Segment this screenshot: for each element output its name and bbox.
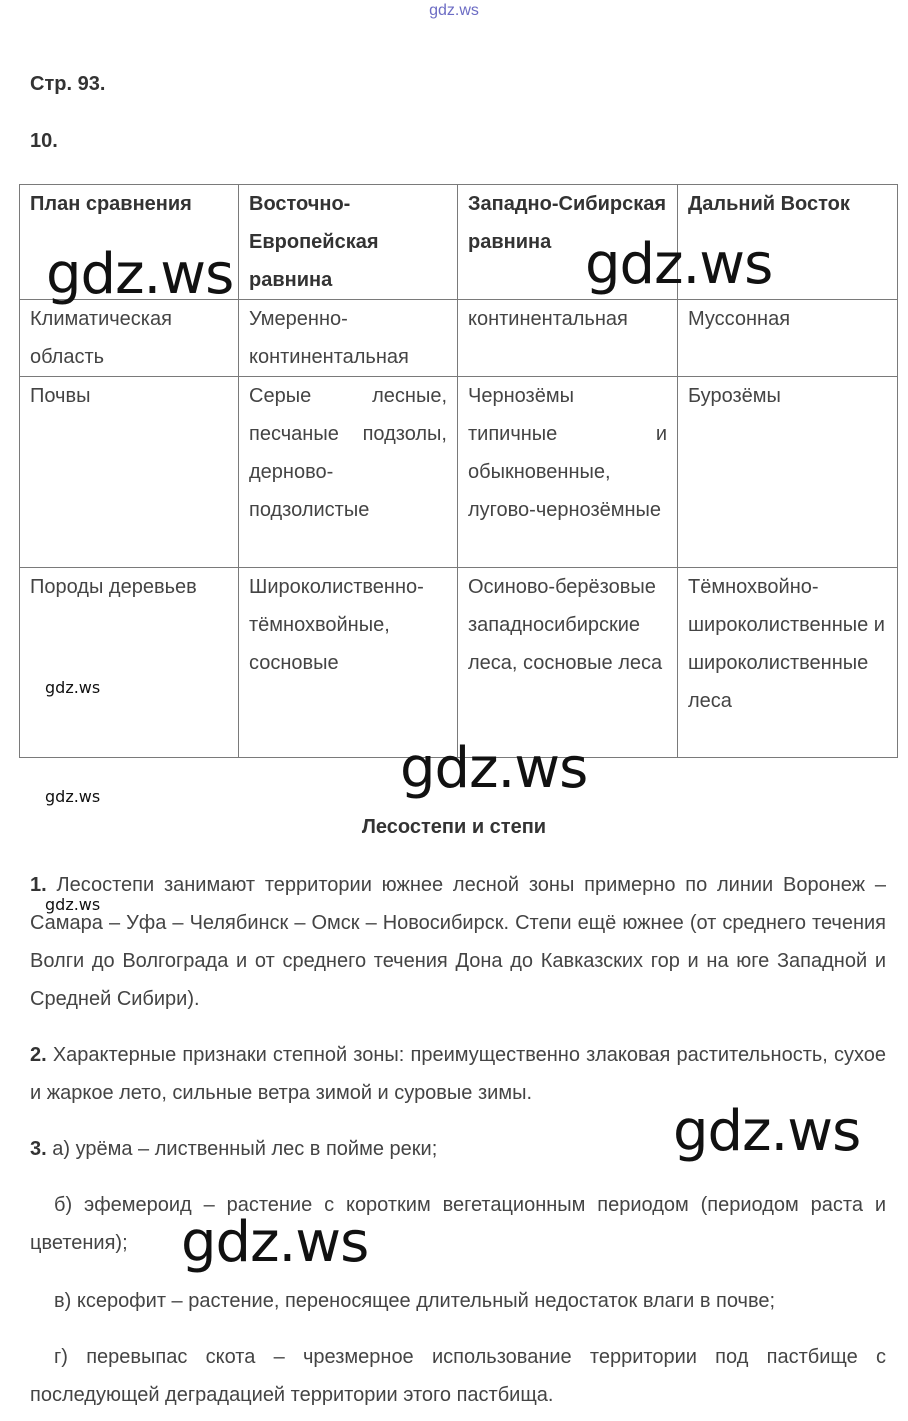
watermark-small: gdz.ws	[45, 787, 101, 806]
watermark-small: gdz.ws	[45, 678, 101, 697]
answer-3d: г) перевыпас скота – чрезмерное использование территории под пастбище с последующей деградацией территории этого пастбища.	[30, 1346, 886, 1406]
table-cell: Чернозёмы типичные и обыкновенные, лугово-чернозёмные	[458, 377, 678, 568]
answer-3b: б) эфемероид – растение с коротким вегетационным периодом (периодом раста и цветения);	[30, 1194, 886, 1254]
answer-number: 3.	[30, 1138, 47, 1160]
watermark-large: gdz.ws	[585, 232, 773, 297]
watermark-large: gdz.ws	[673, 1099, 861, 1164]
table-cell: континентальная	[458, 300, 678, 377]
answer-text: Лесостепи занимают территории южнее лесной зоны примерно по линии Воронеж – Самара – Уфа – Челябинск – Омск – Новосибирск. Степи ещё южнее (от среднего течения Волги до Волгограда и от среднего течения Дона до Кавказских гор и на юге Западной и Средней Сибири).	[30, 874, 886, 1010]
table-cell: Породы деревьев	[20, 568, 239, 758]
table-cell: Почвы	[20, 377, 239, 568]
watermark-small: gdz.ws	[45, 895, 101, 914]
answer-number: 1.	[30, 874, 47, 896]
header-cell: План сравнения	[20, 185, 239, 300]
table-cell: Умеренно-континентальная	[239, 300, 458, 377]
watermark-large: gdz.ws	[46, 242, 234, 307]
answer-text: а) урёма – лиственный лес в пойме реки;	[52, 1138, 438, 1160]
watermark-large: gdz.ws	[400, 736, 588, 801]
answer-3c: в) ксерофит – растение, переносящее длительный недостаток влаги в почве;	[54, 1290, 776, 1312]
answer-1	[30, 866, 886, 1018]
table-row	[20, 300, 898, 377]
answer-number: 2.	[30, 1044, 47, 1066]
site-watermark-top: gdz.ws	[429, 2, 479, 19]
table-cell: Тёмнохвойно-широколиственные и широколиственные леса	[678, 568, 898, 758]
task-number: 10.	[30, 130, 58, 152]
table-cell: Серые лесные, песчаные подзолы, дерново-подзолистые	[239, 377, 458, 568]
table-row	[20, 568, 898, 758]
table-cell: Муссонная	[678, 300, 898, 377]
table-cell: Осиново-берёзовые западносибирские леса, сосновые леса	[458, 568, 678, 758]
table-cell: Широколиственно-тёмнохвойные, сосновые	[239, 568, 458, 758]
table-cell: Климатическая область	[20, 300, 239, 377]
table-cell: Бурозёмы	[678, 377, 898, 568]
header-cell: Западно-Сибирская равнина	[458, 185, 678, 300]
header-cell: Восточно-Европейская равнина	[239, 185, 458, 300]
page-reference: Стр. 93.	[30, 73, 106, 95]
header-cell: Дальний Восток	[678, 185, 898, 300]
table-row	[20, 377, 898, 568]
answer-text: Характерные признаки степной зоны: преимущественно злаковая растительность, сухое и жаркое лето, сильные ветра зимой и суровые зимы.	[30, 1044, 886, 1104]
section-title: Лесостепи и степи	[361, 816, 547, 838]
watermark-large: gdz.ws	[181, 1210, 369, 1275]
